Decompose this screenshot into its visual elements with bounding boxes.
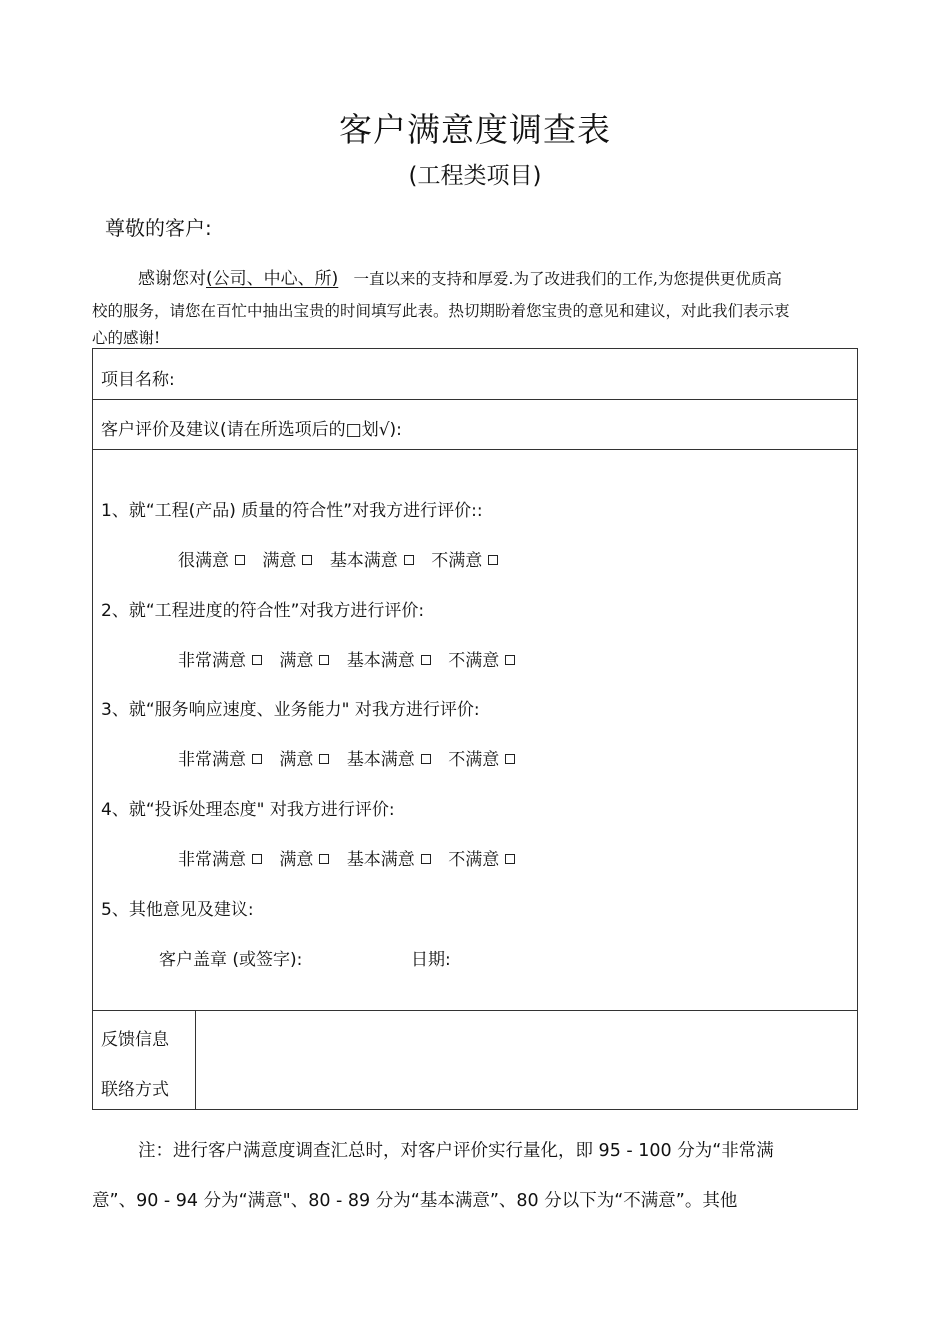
checkbox[interactable] [505,655,515,665]
row-divider [93,449,857,450]
checkbox[interactable] [252,655,262,665]
contact-label: 联络方式 [101,1080,169,1100]
option-satisfied[interactable]: 满意 [279,845,329,870]
checkbox[interactable] [319,754,329,764]
intro-line-3: 心的感谢! [92,329,161,347]
checkbox[interactable] [252,754,262,764]
note-line-1: 注：进行客户满意度调查汇总时，对客户评价实行量化，即 95 - 100 分为“非常满 [138,1141,774,1161]
option-very-satisfied[interactable]: 非常满意 [178,745,262,770]
option-basically-satisfied[interactable]: 基本满意 [347,646,431,671]
question-4: 4、就“投诉处理态度" 对我方进行评价: [101,800,395,820]
option-satisfied[interactable]: 满意 [262,546,312,571]
checkbox[interactable] [252,854,262,864]
column-divider [195,1010,196,1110]
option-basically-satisfied[interactable]: 基本满意 [330,546,414,571]
question-4-options [178,845,527,870]
question-2-options [178,646,527,671]
option-satisfied[interactable]: 满意 [279,745,329,770]
checkbox[interactable] [421,854,431,864]
question-1-options [178,546,510,571]
option-very-satisfied[interactable]: 非常满意 [178,646,262,671]
page-subtitle: (工程类项目) [408,163,542,189]
checkbox[interactable] [488,555,498,565]
question-3-options [178,745,527,770]
option-dissatisfied[interactable]: 不满意 [448,845,515,870]
checkbox[interactable] [235,555,245,565]
option-dissatisfied[interactable]: 不满意 [431,546,498,571]
intro-line-1 [138,264,782,289]
option-basically-satisfied[interactable]: 基本满意 [347,745,431,770]
question-3: 3、就“服务响应速度、业务能力" 对我方进行评价: [101,700,480,720]
option-very-satisfied[interactable]: 很满意 [178,546,245,571]
project-name-label: 项目名称: [101,370,175,390]
page-title: 客户满意度调查表 [339,110,611,149]
note-line-2: 意”、90 - 94 分为“满意"、80 - 89 分为“基本满意”、80 分以下为“不满意”。其他 [92,1191,738,1211]
option-basically-satisfied[interactable]: 基本满意 [347,845,431,870]
option-dissatisfied[interactable]: 不满意 [448,646,515,671]
evaluation-label: 客户评价及建议(请在所选项后的□划√): [101,420,402,440]
intro-line-2: 校的服务，请您在百忙中抽出宝贵的时间填写此表。热切期盼着您宝贵的意见和建议，对此我们表示衷 [92,302,790,320]
intro-lead: 感谢您对 [138,269,206,289]
checkbox[interactable] [319,655,329,665]
intro-company-blank: (公司、中心、所) [206,269,339,289]
customer-stamp-label: 客户盖章 (或签字): [159,950,303,970]
option-satisfied[interactable]: 满意 [279,646,329,671]
option-very-satisfied[interactable]: 非常满意 [178,845,262,870]
checkbox[interactable] [319,854,329,864]
checkbox[interactable] [505,754,515,764]
row-divider [93,399,857,400]
checkbox[interactable] [404,555,414,565]
other-suggestions-label: 5、其他意见及建议: [101,900,254,920]
checkbox[interactable] [505,854,515,864]
checkbox[interactable] [302,555,312,565]
question-1: 1、就“工程(产品) 质量的符合性”对我方进行评价:: [101,501,483,521]
checkbox[interactable] [421,754,431,764]
greeting: 尊敬的客户: [105,216,212,240]
intro-line-1-rest: 一直以来的支持和厚爱.为了改进我们的工作,为您提供更优质高 [353,270,782,288]
row-divider [93,1010,857,1011]
survey-form-table [92,348,858,1110]
feedback-label: 反馈信息 [101,1030,169,1050]
checkbox[interactable] [421,655,431,665]
option-dissatisfied[interactable]: 不满意 [448,745,515,770]
date-label: 日期: [411,950,451,970]
question-2: 2、就“工程进度的符合性”对我方进行评价: [101,601,425,621]
